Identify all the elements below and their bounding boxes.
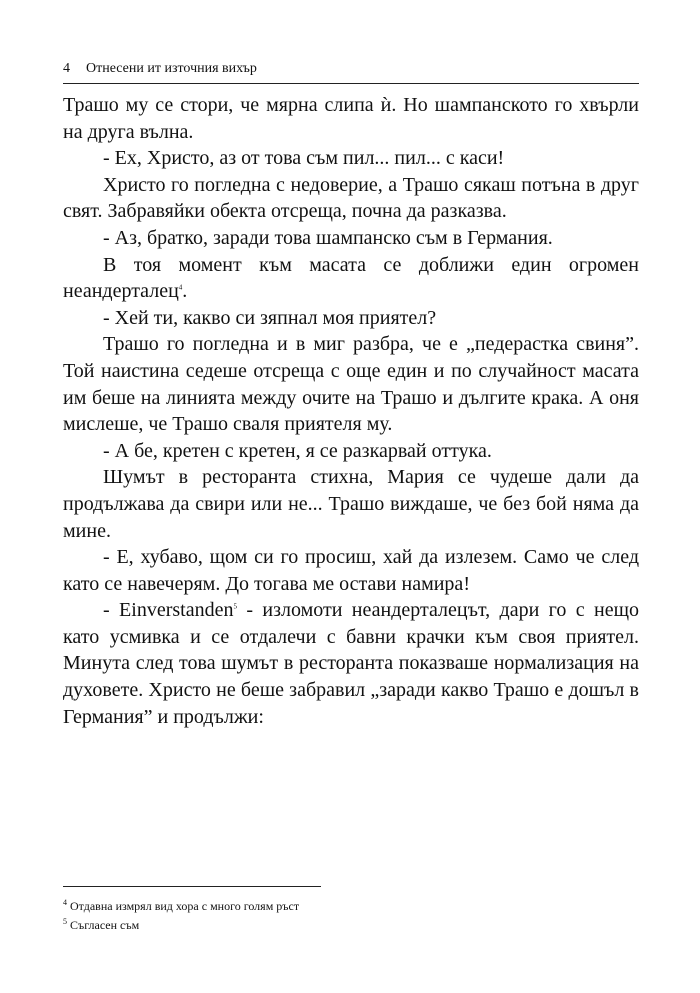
footnote (63, 916, 639, 935)
paragraph-text: - Einverstanden (103, 599, 234, 622)
paragraph: - Аз, братко, заради това шампанско съм в Германия. (103, 226, 553, 249)
paragraph: Трашо го погледна и в миг разбра, че е „педерастка свиня”. Той наистина седеше отсреща с още един и по случайност масата им беше на линията между очите на Трашо и дългите крака. А оня мислеше, че Трашо сваля приятеля му. (63, 333, 639, 436)
paragraph (63, 597, 639, 730)
footnote-number: 5 (63, 917, 67, 926)
footnotes (63, 897, 639, 935)
paragraph: - А бе, кретен с кретен, я се разкарвай оттука. (103, 439, 492, 462)
paragraph-end: . (182, 280, 188, 303)
paragraph-text: - изломоти неандерталецът, дари го с нещо като усмивка и се отдалечи с бавни крачки към своя приятел. Минута след това шумът в ресторанта показваше нормализация на духовете. Христо не беше забравил „заради какво Трашо е дошъл в Германия” и продължи: (63, 599, 639, 728)
footnote-ref: 4 (178, 283, 183, 292)
paragraph (63, 252, 639, 305)
paragraph: - Хей ти, какво си зяпнал моя приятел? (103, 306, 437, 329)
running-header (63, 60, 639, 78)
footnote-text: Отдавна измрял вид хора с много голям ръст (70, 899, 300, 913)
footnote-ref: 5 (233, 602, 237, 611)
page-body (63, 92, 639, 730)
page-number: 4 (63, 61, 70, 76)
paragraph-text: В тоя момент към масата се доближи един огромен неандерталец (63, 253, 639, 303)
paragraph: - Е, хубаво, щом си го просиш, хай да излезем. Само че след като се навечерям. До тогава ме остави намира! (63, 546, 639, 595)
footnote-text: Съгласен съм (70, 918, 140, 932)
paragraph: Христо го погледна с недоверие, а Трашо сякаш потъна в друг свят. Забравяйки обекта отсреща, почна да разказва. (63, 173, 639, 223)
paragraph: Шумът в ресторанта стихна, Мария се чудеше дали да продължава да свири или не... Трашо виждаше, че без бой няма да мине. (63, 466, 639, 542)
paragraph: - Ех, Христо, аз от това съм пил... пил... с каси! (103, 147, 505, 170)
paragraph: Трашо му се стори, че мярна слипа ѝ. Но шампанското го хвърли на друга вълна. (63, 94, 639, 143)
footnote-number: 4 (63, 898, 67, 907)
running-title: Отнесени ит източния вихър (86, 61, 257, 76)
footnote (63, 897, 639, 916)
footnote-divider (63, 886, 321, 887)
header-divider (63, 83, 639, 84)
